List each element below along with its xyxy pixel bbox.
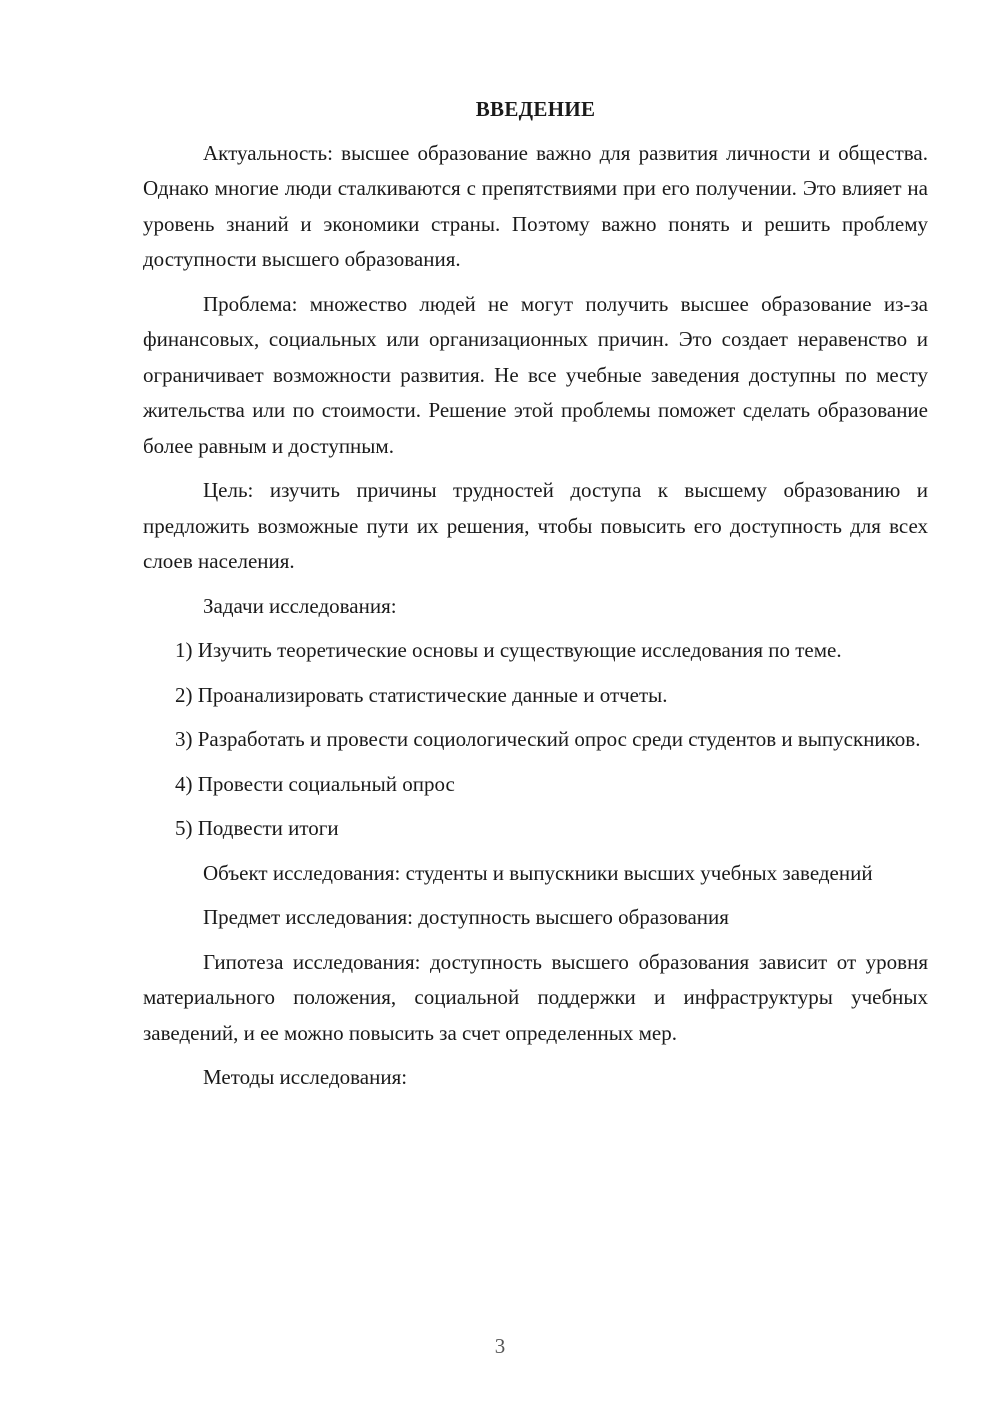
hypothesis-paragraph: Гипотеза исследования: доступность высшего образования зависит от уровня материального положения, социальной поддержки и инфраструктуры учебных заведений, и ее можно повысить за счет определенных мер.: [143, 949, 928, 1045]
goal-paragraph: Цель: изучить причины трудностей доступа к высшему образованию и предложить возможные пути их решения, чтобы повысить его доступность для всех слоев населения.: [143, 478, 928, 573]
tasks-list: [143, 633, 928, 847]
page-title: ВВЕДЕНИЕ: [475, 97, 596, 121]
document-page: [143, 92, 928, 1105]
subject-paragraph: Предмет исследования: доступность высшего образования: [203, 905, 729, 929]
list-item: 3) Разработать и провести социологический опрос среди студентов и выпускников.: [175, 727, 921, 751]
list-item: 4) Провести социальный опрос: [175, 771, 455, 796]
list-item: 1) Изучить теоретические основы и существующие исследования по теме.: [175, 638, 842, 662]
list-item: 5) Подвести итоги: [175, 816, 339, 840]
object-paragraph: Объект исследования: студенты и выпускники высших учебных заведений: [203, 860, 873, 885]
problem-paragraph: Проблема: множество людей не могут получить высшее образование из-за финансовых, социальных или организационных причин. Это создает неравенство и ограничивает возможности развития. Не все учебные заведения доступны по месту жительства или по стоимости. Решение этой проблемы поможет сделать образование более равным и доступным.: [143, 291, 928, 458]
relevance-paragraph: Актуальность: высшее образование важно для развития личности и общества. Однако многие люди сталкиваются с препятствиями при его получении. Это влияет на уровень знаний и экономики страны. Поэтому важно понять и решить проблему доступности высшего образования.: [143, 140, 928, 271]
tasks-heading: Задачи исследования:: [203, 593, 397, 618]
page-number: 3: [494, 1334, 506, 1358]
methods-heading: Методы исследования:: [203, 1065, 408, 1089]
list-item: 2) Проанализировать статистические данные и отчеты.: [175, 682, 668, 707]
